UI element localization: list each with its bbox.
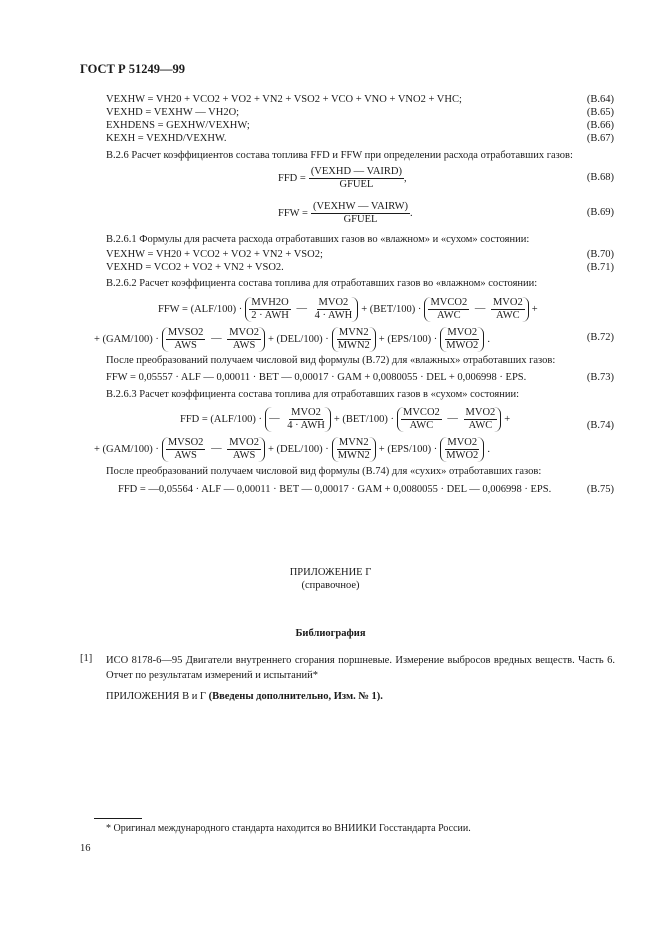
parenthesis-group: $\frac{\text{MVN2}}{\text{MWN2}}$: [332, 327, 376, 352]
parenthesis-group: $\frac{\text{MVCO2}}{\text{AWC}}$ — $\frac{\text{MVO2}}{\text{AWC}}$: [424, 297, 528, 322]
footnote: * Оригинал международного стандарта находится во ВНИИКИ Госстандарта России.: [106, 823, 471, 834]
fraction: $\frac{\text{(VEXHD — VAIRD)}}{\text{GFUEL}}$: [310, 166, 403, 190]
equation-b71: VEXHD = VCO2 + VO2 + VN2 + VSO2. (B.71): [106, 262, 614, 273]
section-b263: B.2.6.3 Расчет коэффициента состава топлива для отработавших газов в «сухом» состоянии:: [106, 389, 520, 400]
appendix-subtitle: (справочное): [301, 580, 360, 591]
parenthesis-group: $\frac{\text{MVCO2}}{\text{AWC}}$ — $\frac{\text{MVO2}}{\text{AWC}}$: [397, 407, 501, 432]
parenthesis-group: $\frac{\text{MVSO2}}{\text{AWS}}$ — $\frac{\text{MVO2}}{\text{AWS}}$: [162, 437, 265, 462]
bibliography-entry-number: [1]: [80, 653, 93, 664]
equation-b66: EXHDENS = GEXHW/VEXHW; (B.66): [106, 120, 614, 131]
parenthesis-group: $\frac{\text{MVO2}}{\text{MWO2}}$: [440, 327, 484, 352]
section-b262: B.2.6.2 Расчет коэффициента состава топлива для отработавших газов во «влажном» состоянии:: [106, 278, 538, 289]
equation-b70: VEXHW = VH20 + VCO2 + VO2 + VN2 + VSO2; (B.70): [106, 249, 614, 260]
amendment-note: ПРИЛОЖЕНИЯ В и Г (Введены дополнительно, Изм. № 1).: [106, 691, 383, 702]
section-b261: B.2.6.1 Формулы для расчета расхода отработавших газов во «влажном» и «сухом» состоянии:: [106, 234, 530, 245]
parenthesis-group: $\frac{\text{MVN2}}{\text{MWN2}}$: [332, 437, 376, 462]
section-b26: B.2.6 Расчет коэффициентов состава топлива FFD и FFW при определении расхода отработавших газов:: [106, 150, 573, 161]
fraction: $\frac{\text{(VEXHW — VAIRW)}}{\text{GFUEL}}$: [312, 201, 409, 225]
parenthesis-group: $\frac{\text{MVO2}}{\text{MWO2}}$: [440, 437, 484, 462]
paragraph-after-b74: После преобразований получаем числовой вид формулы (B.74) для «сухих» отработавших газов:: [106, 466, 542, 477]
equation-b74-row1: FFD = (ALF/100) · — $\frac{\text{MVO2}}{\text{4 · AWH}}$ + (BET/100) · $\frac{\text{MVCO2}}{\text{AWC}}$ — $\frac{\text{MVO2}}{\text{AWC}}$ +: [180, 406, 511, 431]
page-number: 16: [80, 843, 91, 854]
parenthesis-group: — $\frac{\text{MVO2}}{\text{4 · AWH}}$: [265, 407, 331, 432]
bibliography-entry: ИСО 8178-6—95 Двигатели внутреннего сгорания поршневые. Измерение выбросов вредных веществ. Часть 6. Отчет по результатам измерений и испытаний*: [106, 655, 615, 681]
equation-b75: FFD = —0,05564 · ALF — 0,00011 · BET — 0,00017 · GAM + 0,0080055 · DEL — 0,006998 · EPS. (B.75): [118, 484, 614, 495]
equation-b67: KEXH = VEXHD/VEXHW. (B.67): [106, 133, 614, 144]
equation-b64: VEXHW = VH20 + VCO2 + VO2 + VN2 + VSO2 + VCO + VNO + VNO2 + VHC; (B.64): [106, 94, 614, 105]
appendix-title: ПРИЛОЖЕНИЕ Г: [289, 567, 372, 578]
equation-b72-row2: + (GAM/100) · $\frac{\text{MVSO2}}{\text{AWS}}$ — $\frac{\text{MVO2}}{\text{AWS}}$ + (DEL/100) · $\frac{\text{MVN2}}{\text{MWN2}}$ + (EPS/100) · $\frac{\text{MVO2}}{\text{MWO2}}$ . (B.72): [94, 326, 614, 351]
paragraph-after-b72: После преобразований получаем числовой вид формулы (B.72) для «влажных» отработавших газов:: [106, 355, 556, 366]
equation-b73: FFW = 0,05557 · ALF — 0,00011 · BET — 0,00017 · GAM + 0,0080055 · DEL + 0,006998 · EPS. (B.73): [106, 372, 614, 383]
parenthesis-group: $\frac{\text{MVH2O}}{\text{2 · AWH}}$ — $\frac{\text{MVO2}}{\text{4 · AWH}}$: [245, 297, 358, 322]
document-header: ГОСТ Р 51249—99: [80, 62, 186, 76]
equation-b68: FFD = $\frac{\text{(VEXHD — VAIRD)}}{\text{GFUEL}}$ , (B.68): [278, 166, 614, 190]
parenthesis-group: $\frac{\text{MVSO2}}{\text{AWS}}$ — $\frac{\text{MVO2}}{\text{AWS}}$: [162, 327, 265, 352]
footnote-divider: [94, 818, 142, 819]
equation-b65: VEXHD = VEXHW — VH2O; (B.65): [106, 107, 614, 118]
bibliography-title: Библиография: [295, 628, 366, 639]
equation-b72-row1: FFW = (ALF/100) · $\frac{\text{MVH2O}}{\text{2 · AWH}}$ — $\frac{\text{MVO2}}{\text{4 · AWH}}$ + (BET/100) · $\frac{\text{MVCO2}}{\text{AWC}}$ — $\frac{\text{MVO2}}{\text{AWC}}$ +: [158, 296, 538, 321]
equation-b74-row2: + (GAM/100) · $\frac{\text{MVSO2}}{\text{AWS}}$ — $\frac{\text{MVO2}}{\text{AWS}}$ + (DEL/100) · $\frac{\text{MVN2}}{\text{MWN2}}$ + (EPS/100) · $\frac{\text{MVO2}}{\text{MWO2}}$ . (B.74): [94, 420, 614, 461]
equation-b69: FFW = $\frac{\text{(VEXHW — VAIRW)}}{\text{GFUEL}}$ . (B.69): [278, 201, 614, 225]
